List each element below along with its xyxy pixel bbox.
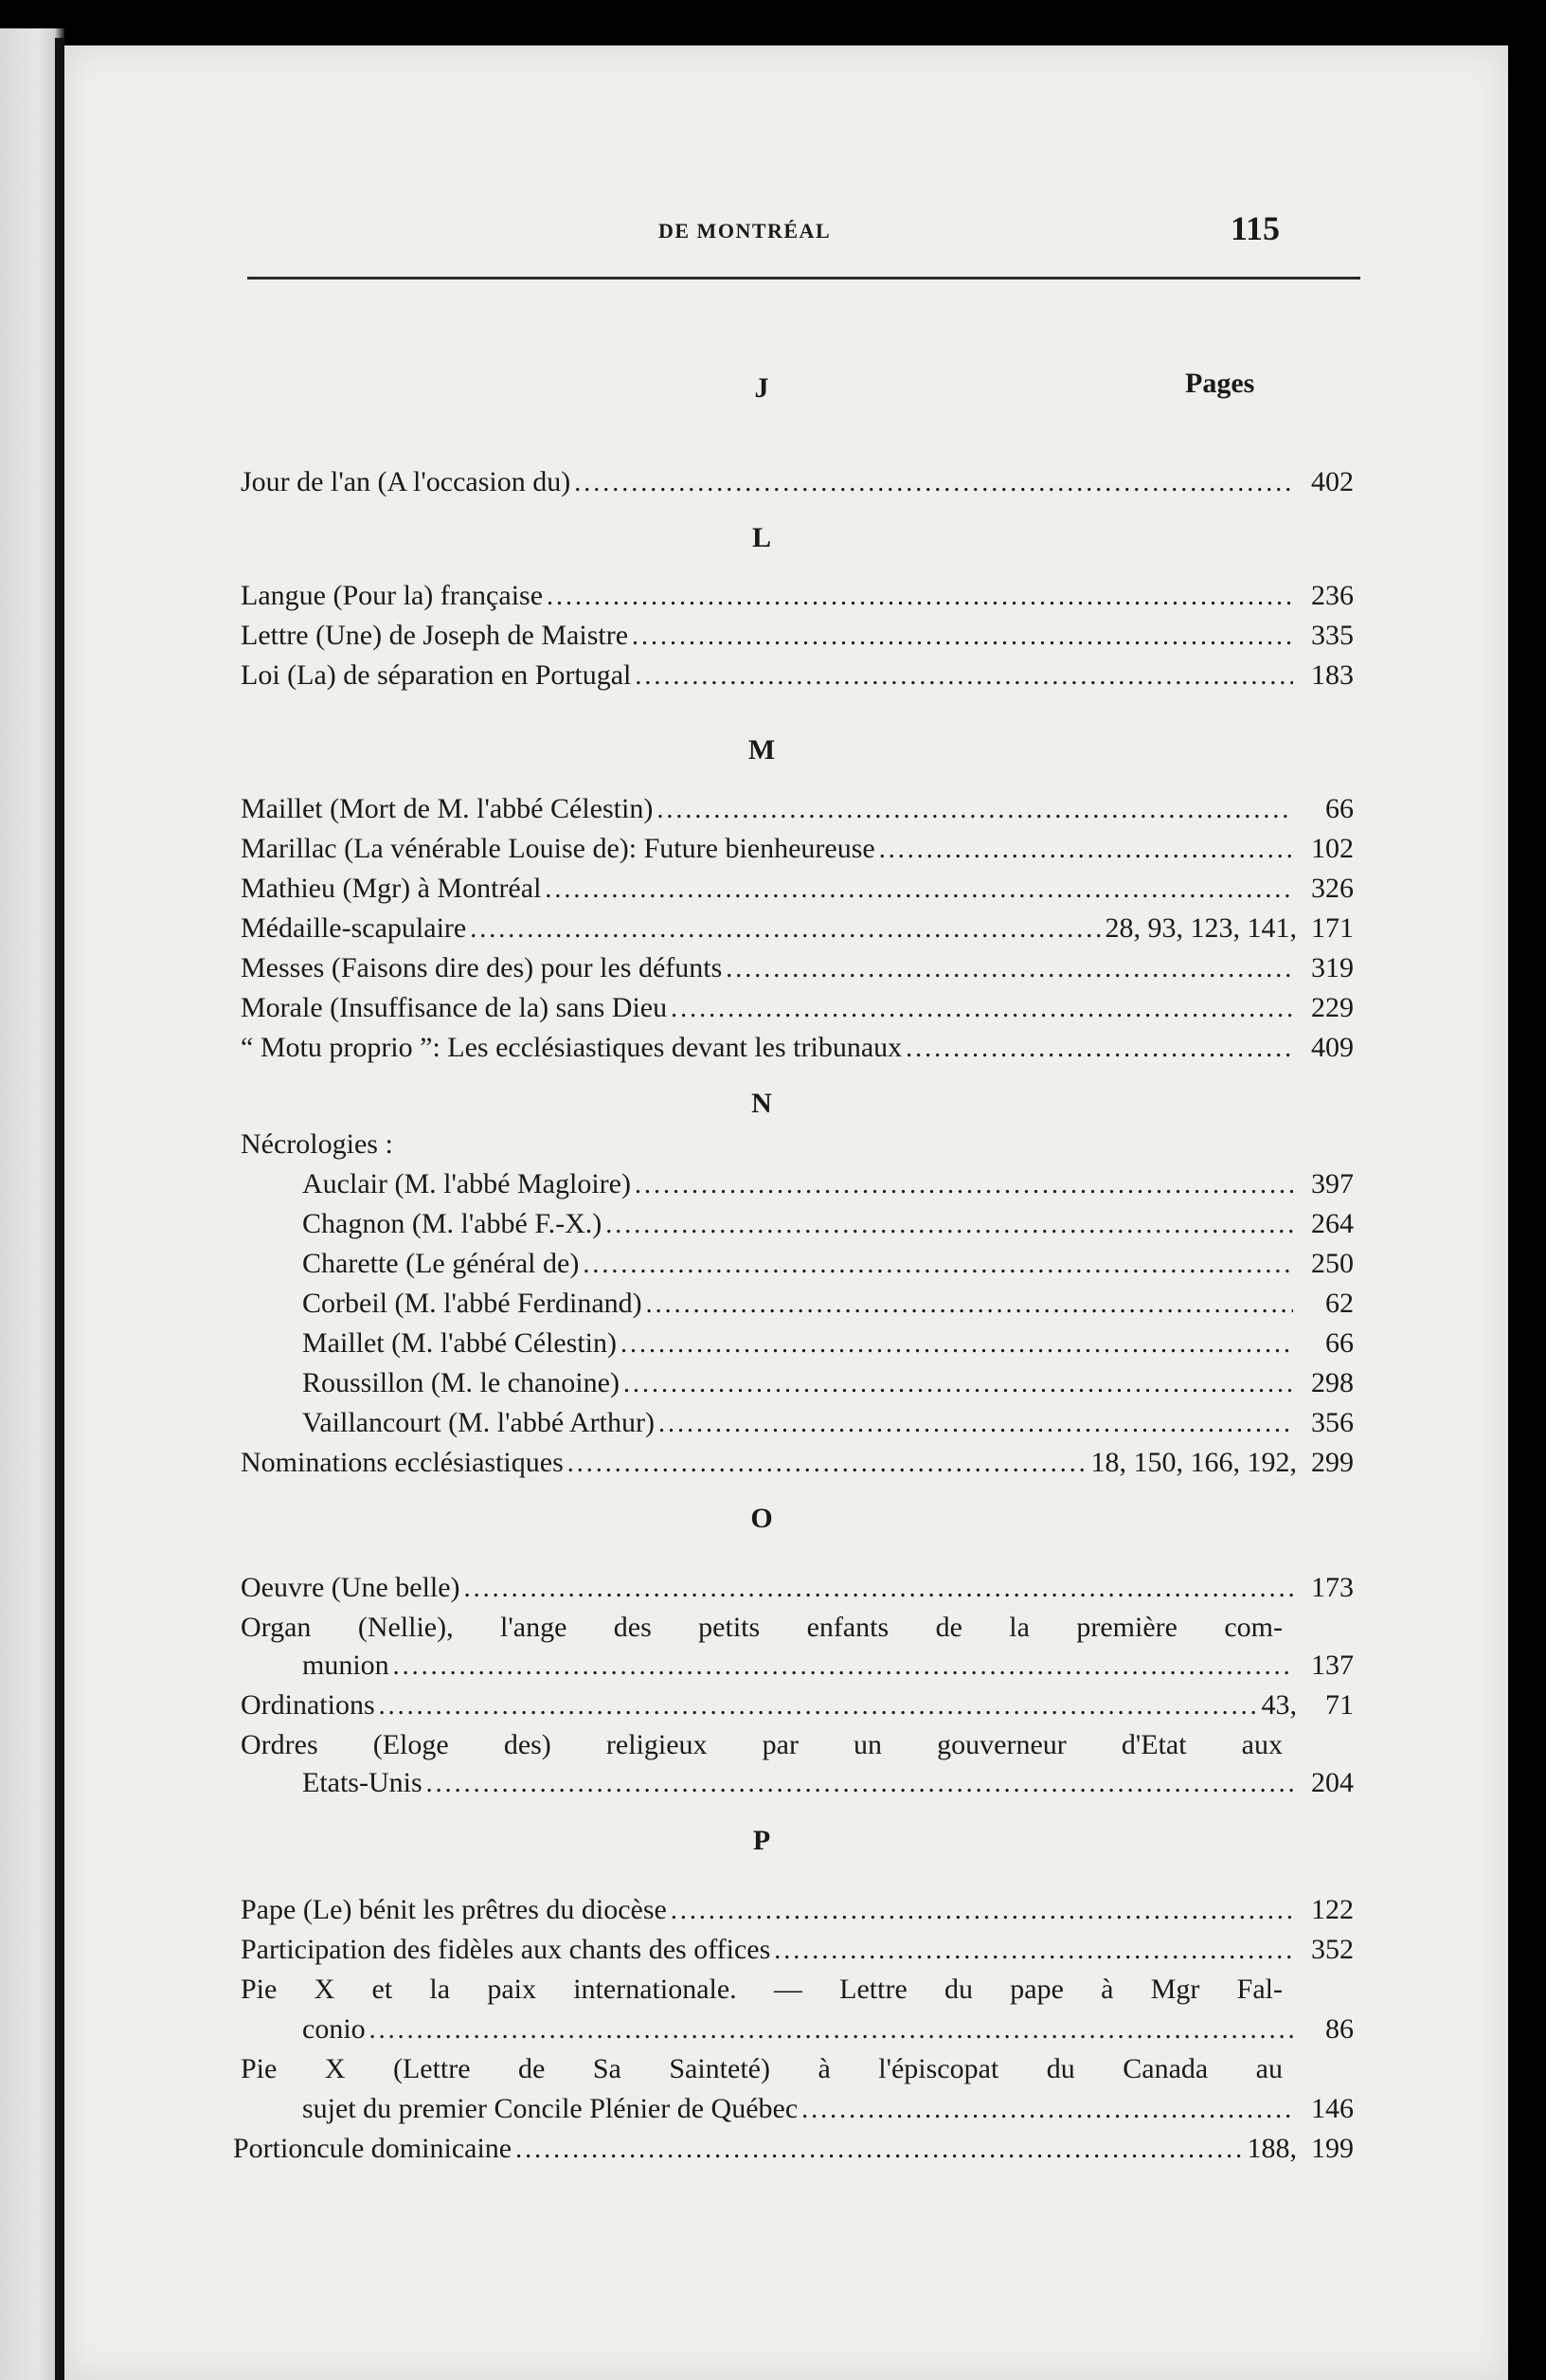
- entry-title: Vaillancourt (M. l'abbé Arthur): [302, 1407, 655, 1438]
- entry-title-continued: Etats-Unis: [302, 1767, 422, 1798]
- entry-page-refs: 18, 150, 166, 192,: [1090, 1447, 1297, 1478]
- entry-title-continued: sujet du premier Concile Plénier de Québec: [302, 2093, 799, 2124]
- entry-page: 137: [1311, 1650, 1354, 1681]
- index-content: [64, 45, 1508, 2380]
- section-letter-m: M: [747, 734, 776, 766]
- index-entry: [241, 1029, 1354, 1067]
- entry-title: Maillet (M. l'abbé Célestin): [302, 1327, 617, 1359]
- index-entry-line2: [302, 2010, 1354, 2048]
- index-subentry: [302, 1245, 1354, 1283]
- entry-title: Chagnon (M. l'abbé F.-X.): [302, 1208, 602, 1239]
- index-entry-line2: [302, 1647, 1354, 1685]
- leader-dots: [671, 990, 1293, 1028]
- entry-page: 146: [1311, 2093, 1354, 2124]
- leader-dots: [583, 1246, 1293, 1284]
- entry-title-continued: conio: [302, 2013, 366, 2045]
- entry-page: 335: [1311, 620, 1354, 651]
- index-entry: [241, 1891, 1354, 1929]
- index-entry: [241, 1686, 1354, 1724]
- index-subentry: [302, 1165, 1354, 1203]
- entry-page: 299: [1311, 1447, 1354, 1478]
- entry-title: “ Motu proprio ”: Les ecclésiastiques devant les tribunaux: [241, 1032, 903, 1063]
- leader-dots: [635, 1166, 1293, 1204]
- index-entry: [233, 2130, 1354, 2168]
- entry-page: 298: [1311, 1367, 1354, 1398]
- index-subentry: [302, 1285, 1354, 1323]
- leader-dots: [515, 2131, 1243, 2169]
- entry-title: Organ (Nellie), l'ange des petits enfants de la première com-: [241, 1612, 1283, 1643]
- leader-dots: [671, 1892, 1293, 1930]
- leader-dots: [801, 2091, 1293, 2129]
- entry-page: 173: [1311, 1572, 1354, 1603]
- entry-title: Participation des fidèles aux chants des offices: [241, 1934, 771, 1965]
- entry-title: Portioncule dominicaine: [233, 2133, 512, 2164]
- entry-page: 352: [1311, 1934, 1354, 1965]
- index-subentry: [302, 1404, 1354, 1442]
- leader-dots: [656, 791, 1293, 829]
- book-page: [64, 45, 1508, 2380]
- entry-title: Ordinations: [241, 1689, 375, 1721]
- entry-title: Langue (Pour la) française: [241, 580, 544, 611]
- entry-title: Maillet (Mort de M. l'abbé Célestin): [241, 793, 654, 824]
- entry-title: Messes (Faisons dire des) pour les défunts: [241, 952, 723, 983]
- leader-dots: [464, 1570, 1293, 1608]
- entry-heading: Nécrologies :: [241, 1128, 393, 1160]
- book-spine-shadow: [55, 38, 64, 2380]
- leader-dots: [623, 1365, 1293, 1403]
- index-entry: [241, 790, 1354, 828]
- leader-dots: [635, 658, 1293, 695]
- entry-title: Morale (Insuffisance de la) sans Dieu: [241, 992, 668, 1023]
- page-number: 115: [1231, 209, 1281, 247]
- index-entry: [241, 577, 1354, 615]
- entry-page: 122: [1311, 1894, 1354, 1925]
- entry-title: Mathieu (Mgr) à Montréal: [241, 873, 542, 904]
- leader-dots: [567, 1445, 1088, 1483]
- entry-title: Nominations ecclésiastiques: [241, 1447, 564, 1478]
- entry-title: Pie X et la paix internationale. — Lettre du pape à Mgr Fal-: [241, 1974, 1283, 2005]
- entry-title: Auclair (M. l'abbé Magloire): [302, 1168, 631, 1199]
- leader-dots: [726, 950, 1293, 988]
- index-subentry: [302, 1325, 1354, 1362]
- index-entry-line1: [241, 2050, 1283, 2088]
- entry-title: Pie X (Lettre de Sa Sainteté) à l'épiscopat du Canada au: [241, 2053, 1283, 2084]
- index-entry-line1: [241, 1609, 1283, 1647]
- index-entry: [241, 989, 1354, 1027]
- index-entry: [241, 463, 1354, 501]
- index-entry: [241, 1444, 1354, 1482]
- section-letter-o: O: [750, 1503, 773, 1534]
- pages-column-label: Pages: [1185, 368, 1255, 399]
- entry-page: 356: [1311, 1407, 1354, 1438]
- leader-dots: [605, 1206, 1293, 1244]
- entry-page: 183: [1311, 659, 1354, 691]
- leader-dots: [574, 464, 1293, 502]
- leader-dots: [632, 618, 1293, 656]
- entry-page: 409: [1311, 1032, 1354, 1063]
- leader-dots: [646, 1286, 1293, 1324]
- index-entry: [241, 830, 1354, 868]
- entry-page: 66: [1325, 1327, 1354, 1359]
- entry-page: 86: [1325, 2013, 1354, 2045]
- leader-dots: [393, 1648, 1293, 1686]
- entry-title: Loi (La) de séparation en Portugal: [241, 659, 632, 691]
- index-subentry: [302, 1364, 1354, 1402]
- entry-page: 397: [1311, 1168, 1354, 1199]
- section-letter-j: J: [754, 372, 769, 404]
- index-entry: [241, 1569, 1354, 1607]
- entry-title: Pape (Le) bénit les prêtres du diocèse: [241, 1894, 667, 1925]
- entry-page: 250: [1311, 1248, 1354, 1279]
- entry-page: 66: [1325, 793, 1354, 824]
- section-letter-n: N: [751, 1088, 772, 1119]
- entry-title: Médaille-scapulaire: [241, 912, 467, 944]
- entry-page: 102: [1311, 833, 1354, 864]
- entry-title: Charette (Le général de): [302, 1248, 580, 1279]
- index-entry-line2: [302, 1764, 1354, 1802]
- entry-title: Ordres (Eloge des) religieux par un gouverneur d'Etat aux: [241, 1729, 1283, 1760]
- section-letter-l: L: [751, 522, 771, 553]
- entry-page-refs: 43,: [1261, 1689, 1297, 1721]
- index-entry-line1: [241, 1726, 1283, 1764]
- leader-dots: [774, 1932, 1293, 1970]
- entry-title: Corbeil (M. l'abbé Ferdinand): [302, 1288, 642, 1319]
- entry-page: 71: [1325, 1689, 1354, 1721]
- entry-page-refs: 28, 93, 123, 141,: [1105, 912, 1297, 944]
- entry-page: 229: [1311, 992, 1354, 1023]
- entry-title: Jour de l'an (A l'occasion du): [241, 466, 571, 497]
- leader-dots: [426, 1765, 1293, 1803]
- entry-title: Marillac (La vénérable Louise de): Future bienheureuse: [241, 833, 875, 864]
- index-heading-necrologies: [241, 1126, 1354, 1163]
- index-entry: [241, 657, 1354, 694]
- leader-dots: [379, 1687, 1258, 1725]
- entry-page: 171: [1311, 912, 1354, 944]
- leader-dots: [658, 1405, 1293, 1443]
- leader-dots: [906, 1030, 1293, 1068]
- entry-page: 204: [1311, 1767, 1354, 1798]
- entry-title: Roussillon (M. le chanoine): [302, 1367, 620, 1398]
- leader-dots: [369, 2011, 1293, 2049]
- running-title: DE MONTRÉAL: [658, 219, 832, 243]
- index-entry-line2: [302, 2090, 1354, 2128]
- index-subentry: [302, 1205, 1354, 1243]
- index-entry: [241, 870, 1354, 908]
- entry-page: 264: [1311, 1208, 1354, 1239]
- entry-page: 402: [1311, 466, 1354, 497]
- section-letter-p: P: [752, 1825, 771, 1856]
- entry-page: 236: [1311, 580, 1354, 611]
- entry-title-continued: munion: [302, 1650, 389, 1681]
- index-entry: [241, 1931, 1354, 1969]
- entry-title: Oeuvre (Une belle): [241, 1572, 460, 1603]
- index-entry: [241, 617, 1354, 655]
- index-entry-line1: [241, 1971, 1283, 2009]
- entry-page: 199: [1311, 2133, 1354, 2164]
- leader-dots: [620, 1325, 1293, 1363]
- entry-page: 62: [1325, 1288, 1354, 1319]
- entry-page: 319: [1311, 952, 1354, 983]
- entry-page-refs: 188,: [1247, 2133, 1297, 2164]
- leader-dots: [547, 578, 1293, 616]
- leader-dots: [470, 911, 1101, 948]
- index-entry: [241, 910, 1354, 947]
- entry-title: Lettre (Une) de Joseph de Maistre: [241, 620, 629, 651]
- entry-page: 326: [1311, 873, 1354, 904]
- index-entry: [241, 949, 1354, 987]
- leader-dots: [545, 871, 1293, 909]
- leader-dots: [879, 831, 1293, 869]
